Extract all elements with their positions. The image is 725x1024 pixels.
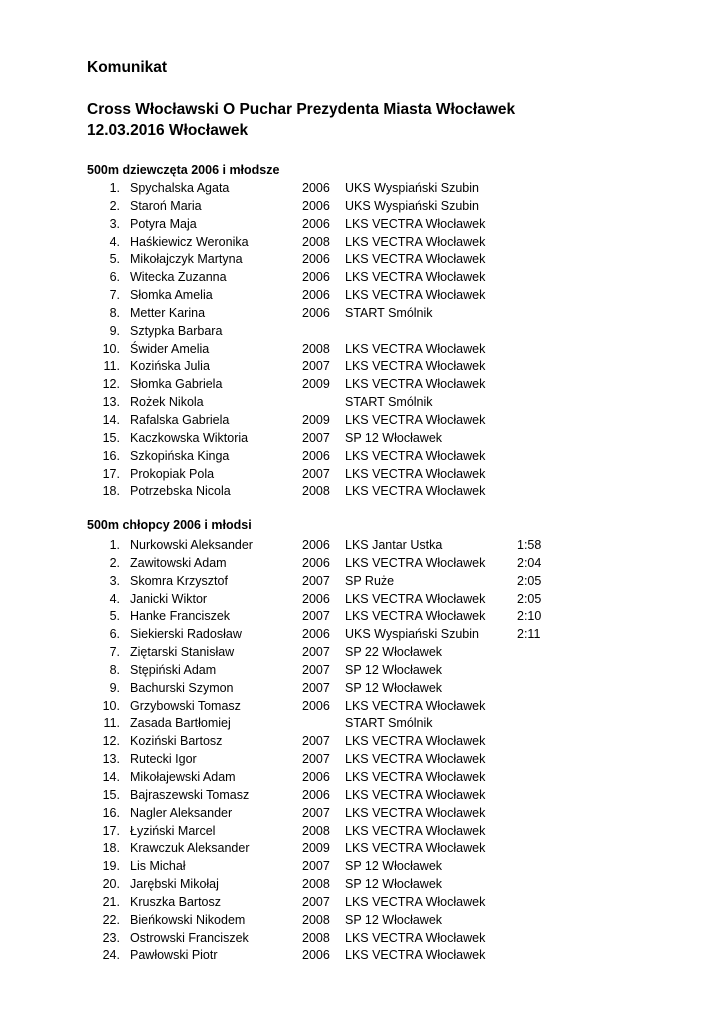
place-number: 5.: [109, 252, 120, 267]
athlete-name: Kaczkowska Wiktoria: [130, 430, 249, 445]
place-number: 6.: [109, 270, 120, 285]
event-date-place: 12.03.2016 Włocławek: [87, 122, 249, 139]
athlete-name: Mikołajewski Adam: [130, 769, 236, 784]
club-name: LKS VECTRA Włocławek: [345, 448, 486, 463]
birth-year: 2008: [302, 234, 330, 249]
place-number: 4.: [109, 234, 120, 249]
result-row: [0, 341, 725, 359]
birth-year: 2006: [302, 627, 330, 642]
place-number: 21.: [102, 894, 120, 909]
place-number: 18.: [102, 484, 120, 499]
place-number: 11.: [103, 359, 120, 374]
athlete-name: Ziętarski Stanisław: [130, 645, 235, 660]
club-name: LKS VECTRA Włocławek: [345, 466, 486, 481]
birth-year: 2006: [302, 538, 330, 552]
place-number: 9.: [109, 323, 120, 338]
club-name: LKS VECTRA Włocławek: [345, 484, 486, 499]
club-name: LKS VECTRA Włocławek: [345, 752, 486, 767]
birth-year: 2007: [302, 645, 330, 660]
result-row: [0, 287, 725, 305]
result-row: [0, 733, 725, 751]
result-row: [0, 947, 725, 965]
birth-year: 2008: [302, 930, 330, 945]
club-name: LKS VECTRA Włocławek: [345, 341, 486, 356]
result-row: [0, 394, 725, 412]
birth-year: 2008: [302, 484, 330, 499]
athlete-name: Zasada Bartłomiej: [130, 716, 231, 731]
place-number: 1.: [109, 181, 120, 195]
result-row: [0, 823, 725, 841]
athlete-name: Ostrowski Franciszek: [130, 930, 249, 945]
result-row: [0, 858, 725, 876]
club-name: LKS VECTRA Włocławek: [345, 698, 486, 713]
result-row: [0, 412, 725, 430]
athlete-name: Kozińska Julia: [130, 359, 210, 374]
result-row: [0, 805, 725, 823]
place-number: 22.: [102, 912, 120, 927]
birth-year: 2006: [302, 305, 330, 320]
place-number: 3.: [109, 216, 120, 231]
athlete-name: Staroń Maria: [130, 198, 202, 213]
result-row: [0, 930, 725, 948]
club-name: LKS VECTRA Włocławek: [345, 288, 486, 303]
place-number: 13.: [102, 752, 120, 767]
place-number: 7.: [109, 645, 120, 660]
athlete-name: Rożek Nikola: [130, 395, 204, 410]
athlete-name: Sztypka Barbara: [130, 323, 223, 338]
finish-time: 1:58: [517, 538, 542, 552]
result-row: [0, 787, 725, 805]
athlete-name: Zawitowski Adam: [130, 555, 227, 570]
athlete-name: Koziński Bartosz: [130, 734, 223, 749]
club-name: LKS Jantar Ustka: [345, 538, 443, 552]
place-number: 18.: [102, 841, 120, 856]
club-name: START Smólnik: [345, 305, 433, 320]
place-number: 2.: [109, 555, 120, 570]
document-title: Komunikat: [87, 59, 168, 76]
club-name: LKS VECTRA Włocławek: [345, 823, 486, 838]
club-name: LKS VECTRA Włocławek: [345, 377, 486, 392]
athlete-name: Stępiński Adam: [130, 662, 217, 677]
result-row: [0, 840, 725, 858]
birth-year: 2008: [302, 877, 330, 892]
club-name: SP 12 Włocławek: [345, 859, 443, 874]
club-name: LKS VECTRA Włocławek: [345, 555, 486, 570]
athlete-name: Mikołajczyk Martyna: [130, 252, 243, 267]
club-name: LKS VECTRA Włocławek: [345, 591, 486, 606]
birth-year: 2006: [302, 198, 330, 213]
place-number: 4.: [109, 591, 120, 606]
athlete-name: Nurkowski Aleksander: [130, 538, 253, 552]
birth-year: 2006: [302, 216, 330, 231]
club-name: SP Ruże: [345, 573, 395, 588]
club-name: LKS VECTRA Włocławek: [345, 270, 486, 285]
result-row: [0, 608, 725, 626]
results-list-boys: [0, 537, 725, 965]
athlete-name: Grzybowski Tomasz: [130, 698, 241, 713]
place-number: 11.: [103, 716, 120, 731]
place-number: 3.: [109, 573, 120, 588]
club-name: LKS VECTRA Włocławek: [345, 216, 486, 231]
athlete-name: Potrzebska Nicola: [130, 484, 231, 499]
club-name: SP 12 Włocławek: [345, 912, 443, 927]
place-number: 16.: [102, 448, 120, 463]
club-name: SP 12 Włocławek: [345, 877, 443, 892]
athlete-name: Prokopiak Pola: [130, 466, 215, 481]
club-name: LKS VECTRA Włocławek: [345, 787, 486, 802]
place-number: 13.: [102, 395, 120, 410]
place-number: 17.: [102, 466, 120, 481]
result-row: [0, 769, 725, 787]
club-name: UKS Wyspiański Szubin: [345, 627, 479, 642]
result-row: [0, 573, 725, 591]
athlete-name: Haśkiewicz Weronika: [130, 234, 249, 249]
result-row: [0, 430, 725, 448]
birth-year: 2006: [302, 448, 330, 463]
birth-year: 2008: [302, 912, 330, 927]
result-row: [0, 644, 725, 662]
result-row: [0, 591, 725, 609]
club-name: LKS VECTRA Włocławek: [345, 930, 486, 945]
birth-year: 2007: [302, 609, 330, 624]
club-name: LKS VECTRA Włocławek: [345, 609, 486, 624]
birth-year: 2006: [302, 252, 330, 267]
athlete-name: Jarębski Mikołaj: [130, 877, 219, 892]
athlete-name: Nagler Aleksander: [130, 805, 233, 820]
athlete-name: Bajraszewski Tomasz: [130, 787, 250, 802]
birth-year: 2007: [302, 894, 330, 909]
club-name: SP 22 Włocławek: [345, 645, 443, 660]
birth-year: 2007: [302, 430, 330, 445]
section-title-boys: 500m chłopcy 2006 i młodsi: [87, 518, 252, 532]
results-list-girls: [0, 180, 725, 501]
result-row: [0, 180, 725, 198]
athlete-name: Łyziński Marcel: [130, 823, 216, 838]
finish-time: 2:11: [517, 627, 541, 642]
athlete-name: Krawczuk Aleksander: [130, 841, 250, 856]
athlete-name: Kruszka Bartosz: [130, 894, 222, 909]
birth-year: 2007: [302, 466, 330, 481]
event-title: Cross Włocławski O Puchar Prezydenta Miasta Włocławek: [87, 101, 516, 118]
result-row: [0, 198, 725, 216]
club-name: START Smólnik: [345, 395, 433, 410]
result-row: [0, 323, 725, 341]
place-number: 9.: [109, 680, 120, 695]
section-title-girls: 500m dziewczęta 2006 i młodsze: [87, 163, 280, 177]
athlete-name: Lis Michał: [130, 859, 186, 874]
finish-time: 2:10: [517, 609, 542, 624]
athlete-name: Skomra Krzysztof: [130, 573, 228, 588]
birth-year: 2009: [302, 841, 330, 856]
result-row: [0, 234, 725, 252]
athlete-name: Szkopińska Kinga: [130, 448, 230, 463]
finish-time: 2:04: [517, 555, 542, 570]
birth-year: 2009: [302, 412, 330, 427]
result-row: [0, 448, 725, 466]
place-number: 10.: [102, 698, 120, 713]
athlete-name: Janicki Wiktor: [130, 591, 208, 606]
place-number: 14.: [102, 412, 120, 427]
result-row: [0, 269, 725, 287]
birth-year: 2006: [302, 698, 330, 713]
athlete-name: Hanke Franciszek: [130, 609, 231, 624]
birth-year: 2006: [302, 591, 330, 606]
birth-year: 2008: [302, 823, 330, 838]
place-number: 20.: [102, 877, 120, 892]
athlete-name: Metter Karina: [130, 305, 206, 320]
result-row: [0, 912, 725, 930]
club-name: LKS VECTRA Włocławek: [345, 948, 486, 963]
birth-year: 2007: [302, 734, 330, 749]
birth-year: 2006: [302, 270, 330, 285]
birth-year: 2007: [302, 859, 330, 874]
athlete-name: Spychalska Agata: [130, 181, 230, 195]
result-row: [0, 662, 725, 680]
athlete-name: Słomka Gabriela: [130, 377, 223, 392]
place-number: 8.: [109, 662, 120, 677]
birth-year: 2009: [302, 377, 330, 392]
place-number: 23.: [102, 930, 120, 945]
club-name: LKS VECTRA Włocławek: [345, 841, 486, 856]
birth-year: 2006: [302, 181, 330, 195]
result-row: [0, 483, 725, 501]
finish-time: 2:05: [517, 591, 542, 606]
athlete-name: Bieńkowski Nikodem: [130, 912, 246, 927]
place-number: 17.: [102, 823, 120, 838]
club-name: UKS Wyspiański Szubin: [345, 181, 479, 195]
athlete-name: Potyra Maja: [130, 216, 197, 231]
result-row: [0, 251, 725, 269]
result-row: [0, 626, 725, 644]
birth-year: 2007: [302, 752, 330, 767]
club-name: SP 12 Włocławek: [345, 680, 443, 695]
result-row: [0, 466, 725, 484]
birth-year: 2007: [302, 662, 330, 677]
club-name: SP 12 Włocławek: [345, 662, 443, 677]
result-row: [0, 876, 725, 894]
birth-year: 2006: [302, 769, 330, 784]
athlete-name: Siekierski Radosław: [130, 627, 242, 642]
athlete-name: Świder Amelia: [130, 341, 210, 356]
birth-year: 2006: [302, 787, 330, 802]
result-row: [0, 715, 725, 733]
place-number: 14.: [102, 769, 120, 784]
place-number: 15.: [102, 430, 120, 445]
place-number: 1.: [109, 538, 120, 552]
club-name: LKS VECTRA Włocławek: [345, 894, 486, 909]
result-row: [0, 376, 725, 394]
place-number: 15.: [102, 787, 120, 802]
result-row: [0, 537, 725, 555]
place-number: 12.: [102, 734, 120, 749]
club-name: START Smólnik: [345, 716, 433, 731]
place-number: 24.: [102, 948, 120, 963]
finish-time: 2:05: [517, 573, 542, 588]
result-row: [0, 751, 725, 769]
result-row: [0, 894, 725, 912]
result-row: [0, 680, 725, 698]
place-number: 6.: [109, 627, 120, 642]
place-number: 8.: [109, 305, 120, 320]
club-name: LKS VECTRA Włocławek: [345, 769, 486, 784]
result-row: [0, 305, 725, 323]
place-number: 2.: [109, 198, 120, 213]
result-row: [0, 358, 725, 376]
place-number: 16.: [102, 805, 120, 820]
club-name: LKS VECTRA Włocławek: [345, 412, 486, 427]
club-name: LKS VECTRA Włocławek: [345, 359, 486, 374]
birth-year: 2007: [302, 359, 330, 374]
birth-year: 2006: [302, 288, 330, 303]
athlete-name: Słomka Amelia: [130, 288, 213, 303]
athlete-name: Rutecki Igor: [130, 752, 197, 767]
club-name: UKS Wyspiański Szubin: [345, 198, 479, 213]
result-row: [0, 555, 725, 573]
birth-year: 2006: [302, 948, 330, 963]
result-row: [0, 698, 725, 716]
place-number: 19.: [102, 859, 120, 874]
athlete-name: Witecka Zuzanna: [130, 270, 227, 285]
place-number: 12.: [102, 377, 120, 392]
club-name: LKS VECTRA Włocławek: [345, 234, 486, 249]
birth-year: 2006: [302, 555, 330, 570]
birth-year: 2007: [302, 805, 330, 820]
athlete-name: Rafalska Gabriela: [130, 412, 230, 427]
club-name: LKS VECTRA Włocławek: [345, 252, 486, 267]
club-name: LKS VECTRA Włocławek: [345, 805, 486, 820]
birth-year: 2007: [302, 680, 330, 695]
athlete-name: Pawłowski Piotr: [130, 948, 218, 963]
place-number: 5.: [109, 609, 120, 624]
birth-year: 2008: [302, 341, 330, 356]
place-number: 10.: [102, 341, 120, 356]
athlete-name: Bachurski Szymon: [130, 680, 234, 695]
club-name: SP 12 Włocławek: [345, 430, 443, 445]
place-number: 7.: [109, 288, 120, 303]
birth-year: 2007: [302, 573, 330, 588]
club-name: LKS VECTRA Włocławek: [345, 734, 486, 749]
result-row: [0, 216, 725, 234]
